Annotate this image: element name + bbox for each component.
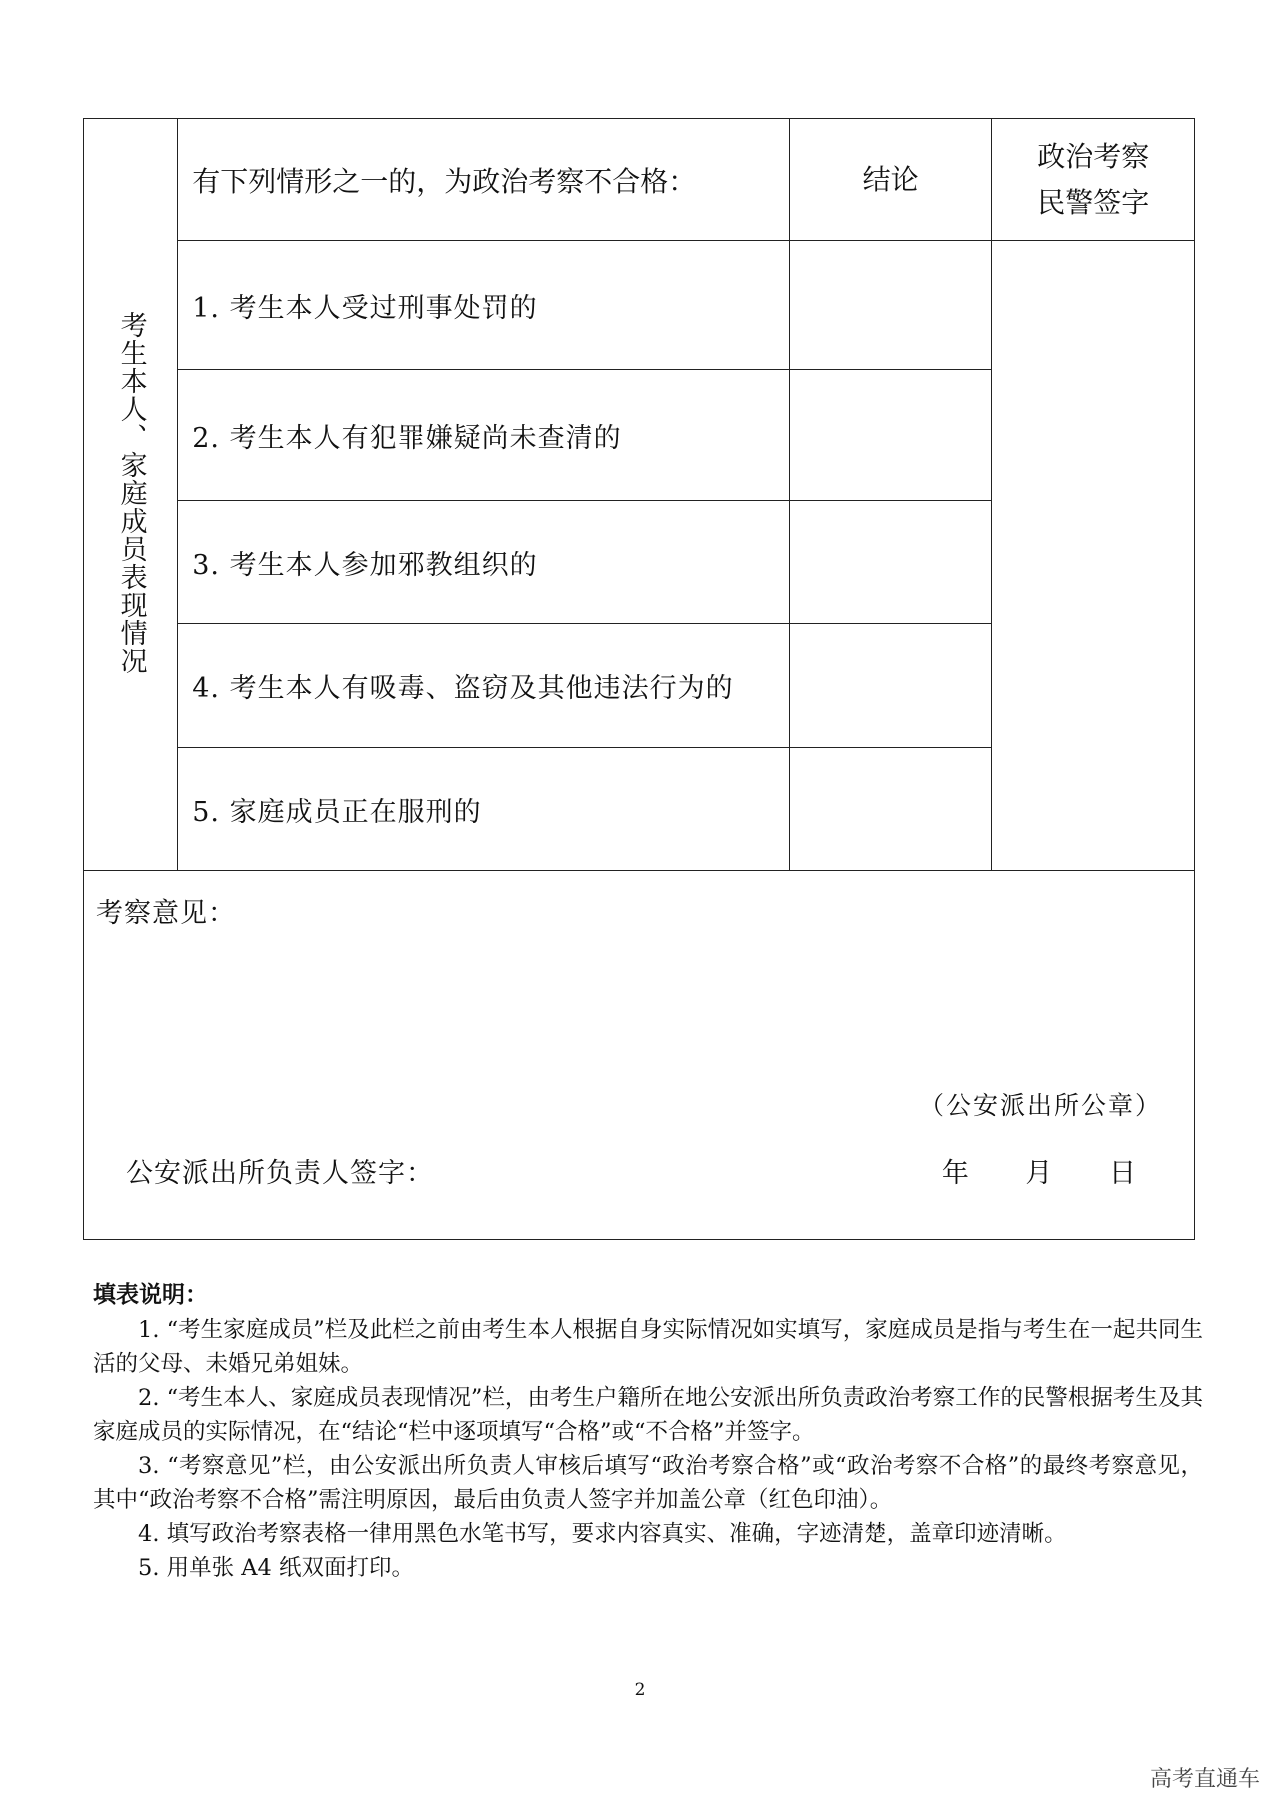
item-5: 5. 家庭成员正在服刑的 [178, 748, 790, 871]
result-cell-1[interactable] [789, 241, 992, 370]
opinion-label: 考察意见： [96, 898, 236, 929]
header-sign-line2: 民警签字 [1037, 185, 1150, 219]
date-month: 月 [1025, 1158, 1053, 1189]
side-label: 考生本人、家庭成员表现情况 [115, 310, 147, 675]
header-result: 结论 [789, 119, 992, 241]
result-cell-4[interactable] [789, 624, 992, 748]
result-cell-2[interactable] [789, 370, 992, 501]
result-cell-3[interactable] [789, 501, 992, 624]
date-year: 年 [941, 1158, 969, 1189]
fill-instructions [93, 1278, 1203, 1585]
header-sign-line1: 政治考察 [1037, 139, 1150, 173]
date-day: 日 [1109, 1158, 1136, 1189]
date-row [894, 1151, 1136, 1190]
item-2: 2. 考生本人有犯罪嫌疑尚未查清的 [178, 370, 790, 501]
page-number: 2 [634, 1680, 646, 1700]
political-review-table [83, 118, 1195, 1240]
seal-label: （公安派出所公章） [918, 1091, 1162, 1120]
side-label-cell [84, 119, 178, 871]
item-1: 1. 考生本人受过刑事处罚的 [178, 241, 790, 370]
head-sign-label: 公安派出所负责人签字： [126, 1158, 434, 1189]
officer-sign-cell[interactable] [992, 241, 1195, 871]
opinion-section[interactable] [84, 871, 1195, 1240]
note-item: 5. 用单张 A4 纸双面打印。 [138, 1555, 414, 1581]
note-item: 4. 填写政治考察表格一律用黑色水笔书写，要求内容真实、准确，字迹清楚，盖章印迹清晰。 [138, 1521, 1067, 1547]
result-cell-5[interactable] [789, 748, 992, 871]
note-item: 2. “考生本人、家庭成员表现情况”栏，由考生户籍所在地公安派出所负责政治考察工作的民警根据考生及其家庭成员的实际情况，在“结论“栏中逐项填写“合格”或“不合格”并签字。 [93, 1385, 1203, 1445]
note-item: 3. “考察意见”栏，由公安派出所负责人审核后填写“政治考察合格”或“政治考察不合格”的最终考察意见，其中“政治考察不合格”需注明原因，最后由负责人签字并加盖公章（红色印油）。 [93, 1453, 1203, 1513]
note-item: 1. “考生家庭成员”栏及此栏之前由考生本人根据自身实际情况如实填写，家庭成员是指与考生在一起共同生活的父母、未婚兄弟姐妹。 [93, 1317, 1203, 1377]
item-4: 4. 考生本人有吸毒、盗窃及其他违法行为的 [178, 624, 790, 748]
item-3: 3. 考生本人参加邪教组织的 [178, 501, 790, 624]
notes-title: 填表说明： [93, 1281, 208, 1308]
watermark: 高考直通车 [1149, 1767, 1260, 1792]
header-sign [992, 119, 1195, 241]
header-title: 有下列情形之一的，为政治考察不合格： [178, 119, 790, 241]
